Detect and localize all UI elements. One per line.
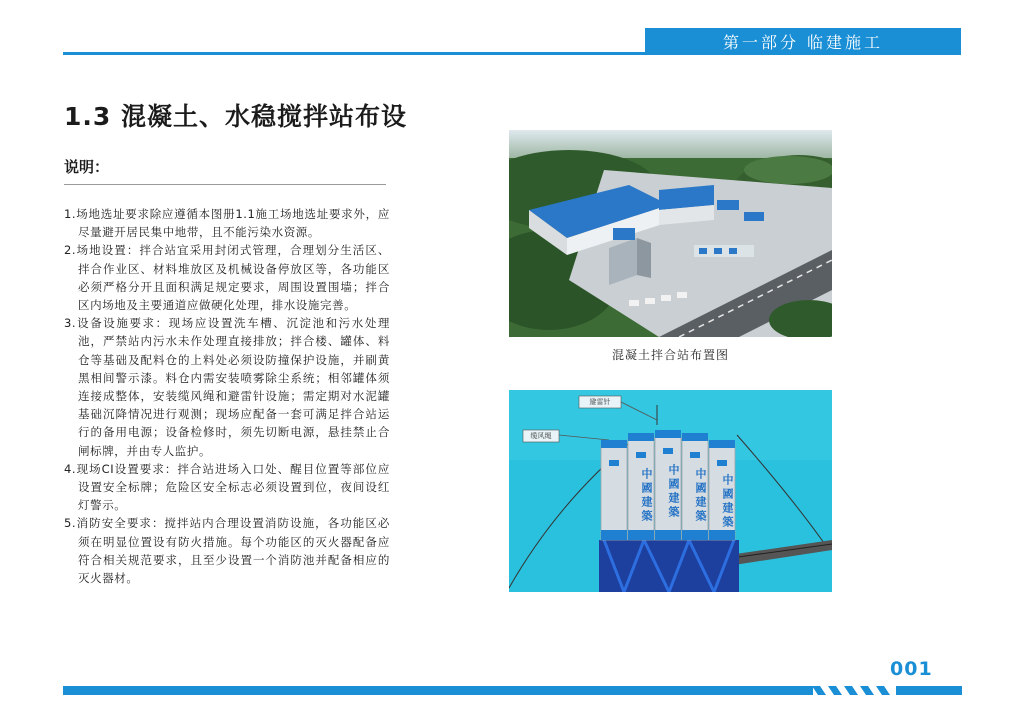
guy-rope-label: 缆风绳 [530,432,552,440]
note-item: 4.现场CI设置要求：拌合站进场入口处、醒目位置等部位应设置安全标牌；危险区安全标志必须设置到位，夜间设红灯警示。 [64,461,390,513]
aerial-photo-illustration [509,130,832,337]
note-item: 1.场地选址要求除应遵循本图册1.1施工场地选址要求外，应尽量避开居民集中地带，且不能污染水资源。 [64,207,390,240]
note-item: 2.场地设置：拌合站宜采用封闭式管理，合理划分生活区、拌合作业区、材料堆放区及机械设备停放区等，各功能区必须严格分开且面积满足规定要求，周围设置围墙；拌合区内场地及主要通道应做硬化处理，排水设施完善。 [64,243,390,313]
page-title: 1.3 混凝土、水稳搅拌站布设 [64,102,407,131]
section-divider [64,184,386,185]
photo-caption: 混凝土拌合站布置图 [611,348,729,362]
header-rule [63,52,961,55]
section-label: 说明： [64,158,110,176]
note-item: 3.设备设施要求：现场应设置洗车槽、沉淀池和污水处理池，严禁站内污水未作处理直接排放；拌合楼、罐体、料仓等基础及配料仓的上料处必须设防撞保护设施，并刷黄黑相间警示漆。料仓内需安装喷雾除尘系统；相邻罐体须连接成整体，安装缆风绳和避雷针设施；需定期对水泥罐基础沉降情况进行观测；现场应配备一套可满足拌合站运行的备用电源；设备检修时，须先切断电源，悬挂禁止合闸标牌，并由专人监护。 [64,316,390,458]
footer-stripes [812,686,962,695]
footer-bar [63,686,813,695]
silo-logo-text: 中國建築 [667,464,680,520]
page-number: 001 [890,658,933,680]
mixing-plant-aerial-photo [509,130,832,337]
silo-logo-text: 中國建築 [721,474,734,530]
section-tab-label: 第一部分 临建施工 [722,32,884,52]
section-tab [645,28,961,54]
notes-list [64,205,390,587]
lightning-rod-label: 避雷针 [589,398,611,406]
silo-logo-text: 中國建築 [694,468,707,524]
silo-logo-text: 中國建築 [640,468,653,524]
cement-silo-render [509,390,832,592]
note-item: 5.消防安全要求：搅拌站内合理设置消防设施，各功能区必须在明显位置设有防火措施。每个功能区的灭火器配备应符合相关规范要求，且至少设置一个消防池并配备相应的灭火器材。 [64,516,390,586]
